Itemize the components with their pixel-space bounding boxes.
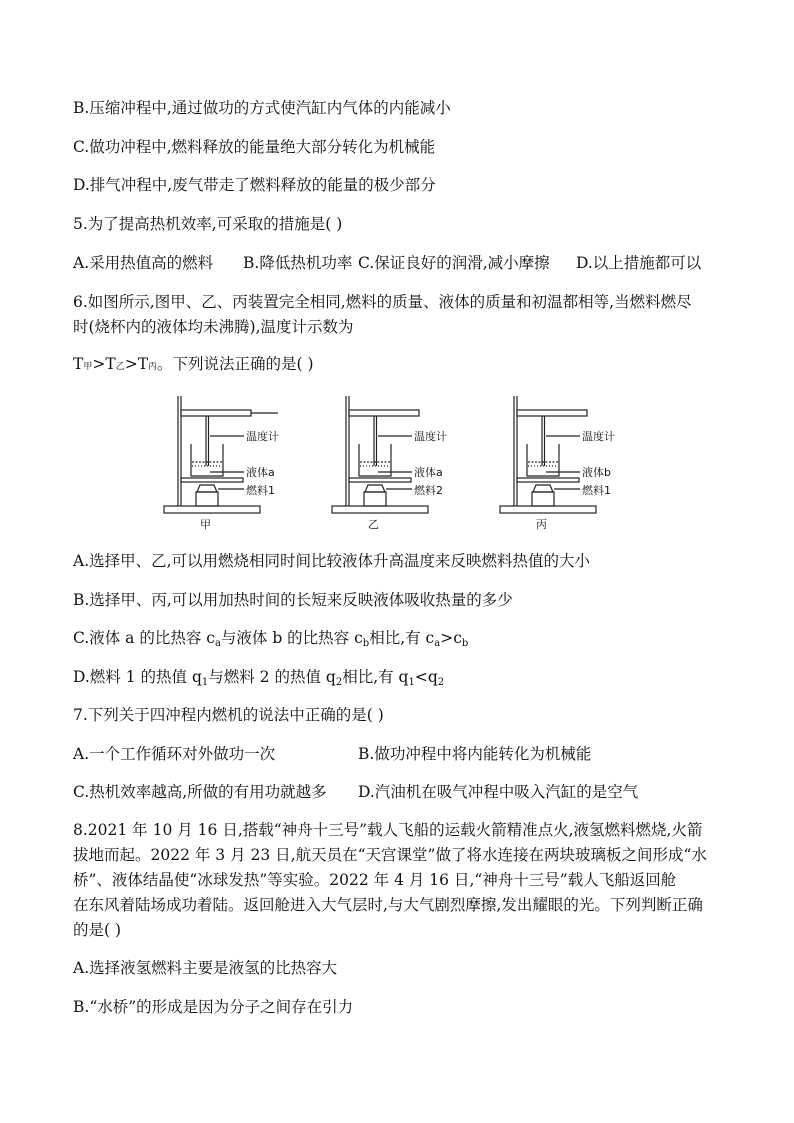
q6d-text-4: <q xyxy=(414,668,438,686)
label-liquid-jia: 液体a xyxy=(246,466,275,479)
q5-option-c: C.保证良好的润滑,减小摩擦 xyxy=(358,254,550,272)
q6-stem-end: 。下列说法正确的是( ) xyxy=(157,355,314,373)
temp-sub-yi: 乙 xyxy=(115,362,125,372)
q6c-sub-b-2: b xyxy=(461,638,469,649)
caption-bing: 丙 xyxy=(536,518,547,531)
q8-stem-line3: 桥”、液体结晶使“冰球发热”等实验。2022 年 4 月 16 日,“神舟十三号”载人飞船返回舱 xyxy=(73,871,677,889)
q6d-text-2: 与燃料 2 的热值 q xyxy=(208,668,336,686)
label-fuel-bing: 燃料1 xyxy=(582,484,611,497)
q4-option-c: C.做功冲程中,燃料释放的能量绝大部分转化为机械能 xyxy=(73,138,436,156)
q6c-sub-a-2: a xyxy=(434,638,441,649)
temp-gt-1: >T xyxy=(92,355,116,373)
q6d-sub-1-2: 1 xyxy=(408,677,415,688)
label-liquid-bing: 液体b xyxy=(582,466,611,479)
q7-option-a: A.一个工作循环对外做功一次 xyxy=(73,745,276,763)
label-fuel-yi: 燃料2 xyxy=(414,484,443,497)
q4-option-d: D.排气冲程中,废气带走了燃料释放的能量的极少部分 xyxy=(73,176,436,194)
label-fuel-jia: 燃料1 xyxy=(246,484,275,497)
q6-stem-line1: 6.如图所示,图甲、乙、丙装置完全相同,燃料的质量、液体的质量和初温都相等,当燃料燃尽 xyxy=(73,293,692,311)
q5-stem: 5.为了提高热机效率,可采取的措施是( ) xyxy=(73,215,343,233)
q6d-sub-2: 2 xyxy=(335,677,343,688)
q8-stem-line5: 的是( ) xyxy=(73,921,122,939)
apparatus-diagram xyxy=(150,388,650,533)
q6c-sub-b: b xyxy=(362,638,370,649)
q6c-text-4: >c xyxy=(440,629,462,647)
q8-stem-line1: 8.2021 年 10 月 16 日,搭载“神舟十三号”载人飞船的运载火箭精准点火,液氢燃料燃烧,火箭 xyxy=(73,821,703,839)
temp-symbol-t: T xyxy=(73,355,84,373)
temp-sub-jia: 甲 xyxy=(83,362,93,372)
label-liquid-yi: 液体a xyxy=(414,466,443,479)
q7-option-d: D.汽油机在吸气冲程中吸入汽缸的是空气 xyxy=(358,783,639,801)
temp-sub-bing: 丙 xyxy=(148,362,158,372)
caption-yi: 乙 xyxy=(368,518,379,531)
label-thermometer-bing: 温度计 xyxy=(582,430,615,443)
q6-option-b: B.选择甲、丙,可以用加热时间的长短来反映液体吸收热量的多少 xyxy=(73,591,513,609)
q6c-text-3: 相比,有 c xyxy=(369,629,435,647)
caption-jia: 甲 xyxy=(200,518,211,531)
q6-stem-line3 xyxy=(73,354,314,377)
q6-apparatus-figure xyxy=(150,388,650,533)
q7-option-b: B.做功冲程中将内能转化为机械能 xyxy=(358,745,592,763)
q8-stem-line4: 在东风着陆场成功着陆。返回舱进入大气层时,与大气剧烈摩擦,发出耀眼的光。下列判断正确 xyxy=(73,896,703,914)
q6d-text-3: 相比,有 q xyxy=(342,668,409,686)
q5-option-a: A.采用热值高的燃料 xyxy=(73,254,214,272)
q6-option-a: A.选择甲、乙,可以用燃烧相同时间比较液体升高温度来反映燃料热值的大小 xyxy=(73,552,591,570)
q6c-text-1: C.液体 a 的比热容 c xyxy=(73,629,215,647)
q6d-text-1: D.燃料 1 的热值 q xyxy=(73,668,202,686)
q5-option-d: D.以上措施都可以 xyxy=(576,254,702,272)
label-thermometer-jia: 温度计 xyxy=(246,430,279,443)
q6d-sub-2-2: 2 xyxy=(437,677,445,688)
q7-option-c: C.热机效率越高,所做的有用功就越多 xyxy=(73,783,327,801)
q7-stem: 7.下列关于四冲程内燃机的说法中正确的是( ) xyxy=(73,706,384,724)
q6d-sub-1: 1 xyxy=(201,677,209,688)
q4-option-b: B.压缩冲程中,通过做功的方式使汽缸内气体的内能减小 xyxy=(73,99,451,117)
q6-stem-line2: 时(烧杯内的液体均未沸腾),温度计示数为 xyxy=(73,318,354,336)
q8-option-a: A.选择液氢燃料主要是液氢的比热容大 xyxy=(73,959,338,977)
label-thermometer-yi: 温度计 xyxy=(414,430,447,443)
q6c-sub-a: a xyxy=(214,638,221,649)
q8-option-b: B.“水桥”的形成是因为分子之间存在引力 xyxy=(73,998,354,1016)
q6-option-c xyxy=(73,628,468,654)
q6-option-d xyxy=(73,667,444,693)
q6c-text-2: 与液体 b 的比热容 c xyxy=(220,629,363,647)
q5-option-b: B.降低热机功率 xyxy=(243,254,353,272)
temp-gt-2: >T xyxy=(124,355,149,373)
q8-stem-line2: 拔地而起。2022 年 3 月 23 日,航天员在“天宫课堂”做了将水连接在两块玻璃板之间形成“水 xyxy=(73,846,707,864)
